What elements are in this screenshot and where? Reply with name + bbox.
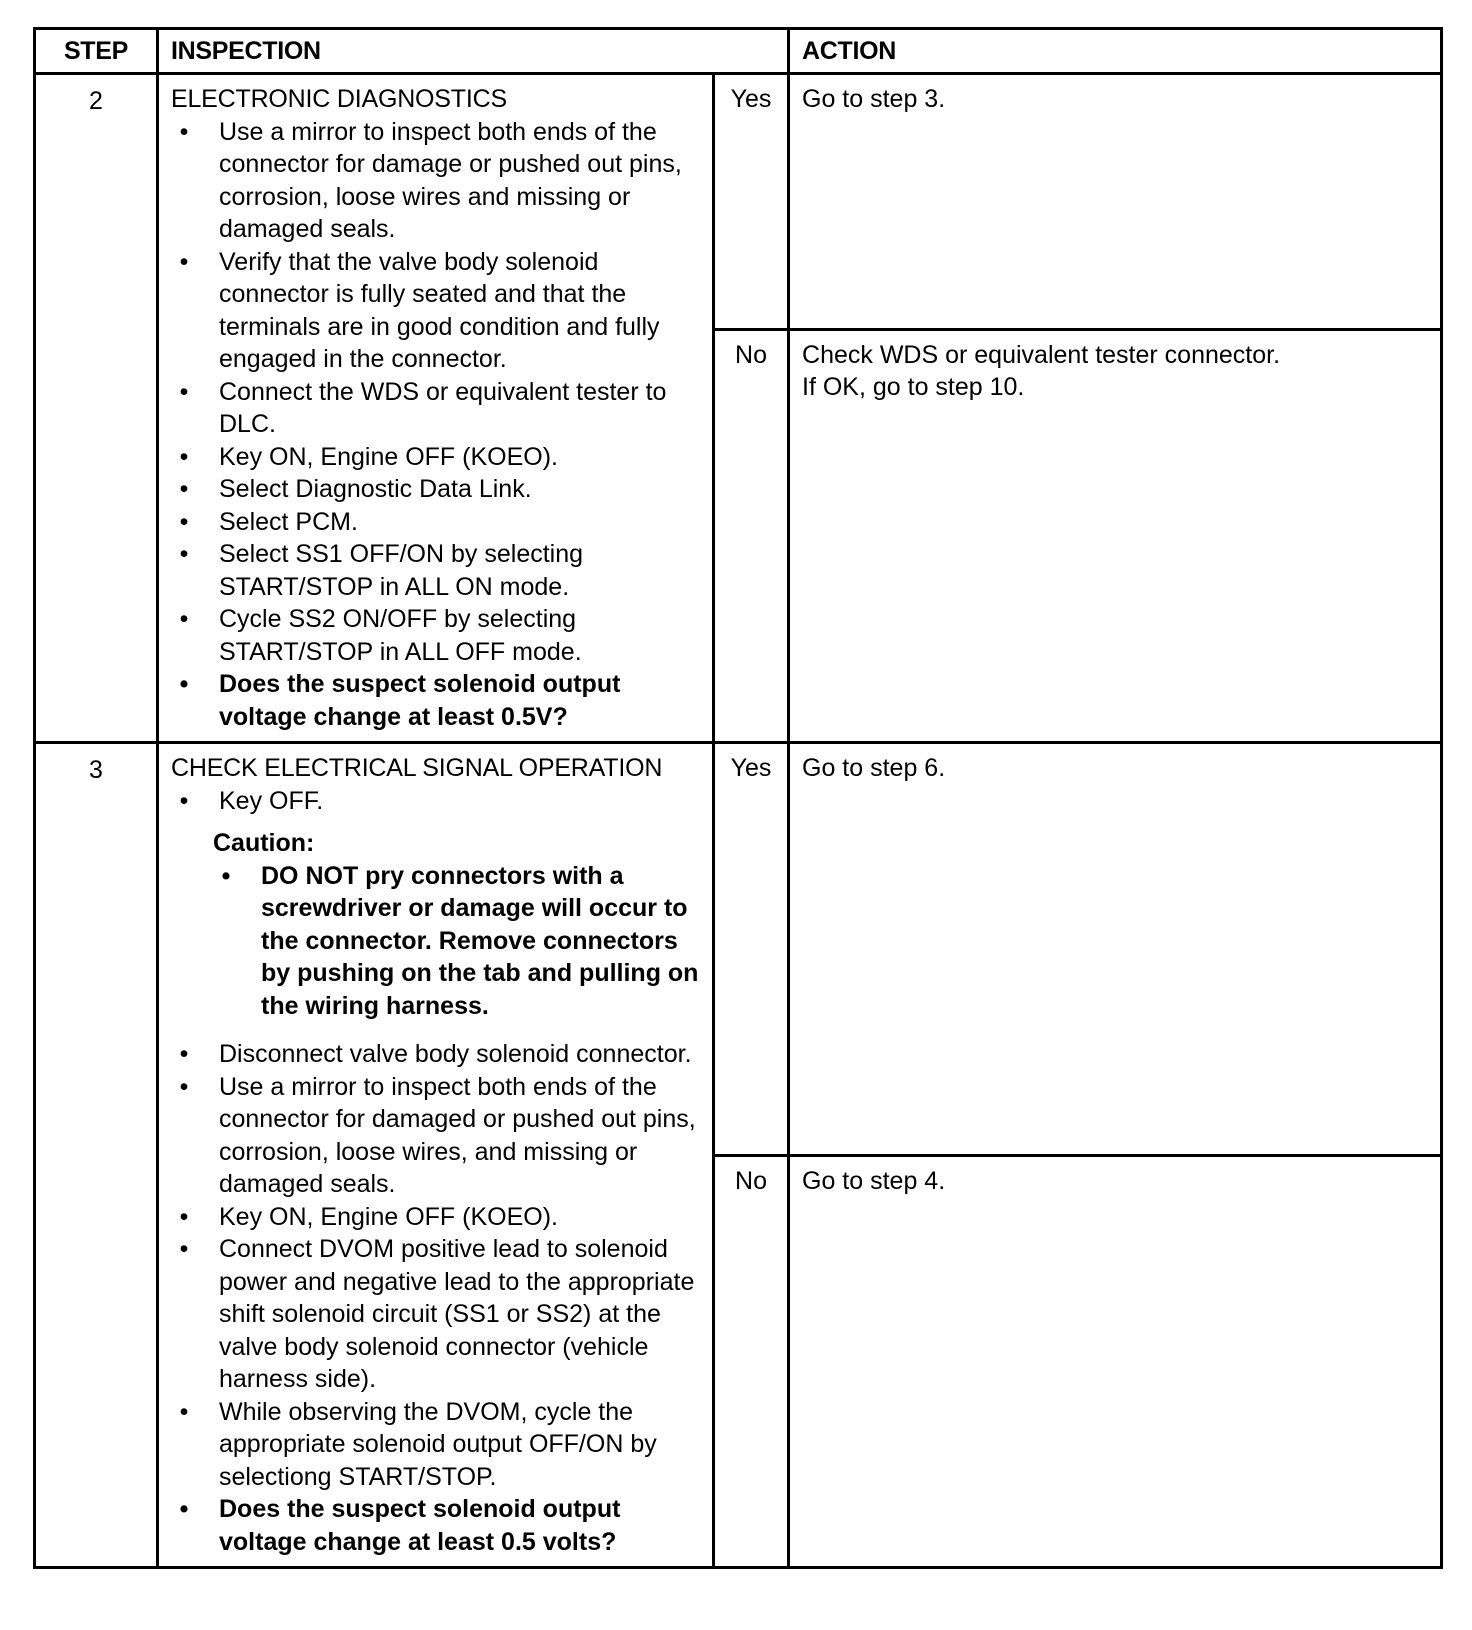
bullet-icon: • — [179, 1202, 189, 1231]
inspection-bullet: • Verify that the valve body solenoid connector is fully seated and that the terminals are in good condition and fully engaged in the connector. — [171, 246, 702, 376]
no-label: No — [714, 329, 789, 742]
bullet-icon: • — [179, 117, 189, 146]
header-row — [35, 29, 1442, 74]
bullet-icon: • — [179, 786, 189, 815]
no-action-line: Check WDS or equivalent tester connector. — [802, 340, 1281, 369]
bullet-icon: • — [179, 605, 189, 633]
inspection-bullet-list — [171, 1038, 702, 1558]
no-action: Go to step 4. — [789, 1155, 1442, 1568]
diagnostic-table — [33, 27, 1443, 1569]
yes-action: Go to step 6. — [789, 743, 1442, 1156]
inspection-bullet: • Select PCM. — [171, 506, 702, 539]
yes-label: Yes — [714, 743, 789, 1156]
inspection-bullet-list — [171, 785, 702, 818]
step-number: 3 — [35, 743, 158, 1568]
inspection-title: CHECK ELECTRICAL SIGNAL OPERATION — [171, 754, 663, 782]
inspection-question: • Does the suspect solenoid output voltage change at least 0.5V? — [171, 668, 702, 733]
step-2-yes-row — [35, 74, 1442, 330]
inspection-bullet: • Cycle SS2 ON/OFF by selecting START/STOP in ALL OFF mode. — [171, 603, 702, 668]
bullet-icon: • — [179, 540, 189, 568]
bullet-icon: • — [221, 861, 231, 890]
inspection-bullet: • Key OFF. — [171, 785, 702, 818]
yes-action: Go to step 3. — [789, 74, 1442, 330]
caution-block — [213, 827, 702, 1022]
step-3-inspection — [158, 743, 714, 1568]
no-label: No — [714, 1155, 789, 1568]
bullet-icon: • — [179, 1235, 189, 1263]
inspection-bullet: • Select Diagnostic Data Link. — [171, 473, 702, 506]
inspection-bullet: • Select SS1 OFF/ON by selecting START/STOP in ALL ON mode. — [171, 538, 702, 603]
no-action — [789, 329, 1442, 742]
inspection-bullet: • While observing the DVOM, cycle the appropriate solenoid output OFF/ON by selectiong START/STOP. — [171, 1396, 702, 1494]
inspection-bullet: • Use a mirror to inspect both ends of the connector for damaged or pushed out pins, corrosion, loose wires, and missing or damaged seals. — [171, 1071, 702, 1201]
header-action: ACTION — [789, 29, 1442, 74]
step-2-inspection — [158, 74, 714, 743]
yes-label: Yes — [714, 74, 789, 330]
inspection-bullet: • Use a mirror to inspect both ends of the connector for damage or pushed out pins, corrosion, loose wires and missing or damaged seals. — [171, 116, 702, 246]
bullet-icon: • — [179, 670, 189, 698]
bullet-icon: • — [179, 1397, 189, 1426]
bullet-icon: • — [179, 247, 189, 276]
header-inspection: INSPECTION — [158, 29, 789, 74]
bullet-icon: • — [179, 377, 189, 406]
inspection-title: ELECTRONIC DIAGNOSTICS — [171, 85, 507, 113]
inspection-bullet: • Key ON, Engine OFF (KOEO). — [171, 441, 702, 474]
bullet-icon: • — [179, 1040, 189, 1068]
inspection-bullet: • Disconnect valve body solenoid connector. — [171, 1038, 702, 1071]
bullet-icon: • — [179, 1495, 189, 1523]
inspection-bullet-list — [171, 116, 702, 734]
bullet-icon: • — [179, 442, 189, 471]
caution-bullet: • DO NOT pry connectors with a screwdriver or damage will occur to the connector. Remove connectors by pushing on the tab and pulling on the wiring harness. — [213, 860, 702, 1023]
no-action-line: If OK, go to step 10. — [802, 373, 1025, 402]
inspection-bullet: • Connect DVOM positive lead to solenoid power and negative lead to the appropriate shift solenoid circuit (SS1 or SS2) at the valve body solenoid connector (vehicle harness side). — [171, 1233, 702, 1396]
inspection-bullet: • Key ON, Engine OFF (KOEO). — [171, 1201, 702, 1234]
inspection-question: • Does the suspect solenoid output voltage change at least 0.5 volts? — [171, 1493, 702, 1558]
caution-bullet-list — [213, 860, 702, 1023]
bullet-icon: • — [179, 475, 189, 503]
caution-label: Caution: — [213, 829, 315, 857]
bullet-icon: • — [179, 1072, 189, 1101]
bullet-icon: • — [179, 507, 189, 536]
inspection-bullet: • Connect the WDS or equivalent tester to DLC. — [171, 376, 702, 441]
step-3-yes-row — [35, 743, 1442, 1156]
step-number: 2 — [35, 74, 158, 743]
header-step: STEP — [35, 29, 158, 74]
